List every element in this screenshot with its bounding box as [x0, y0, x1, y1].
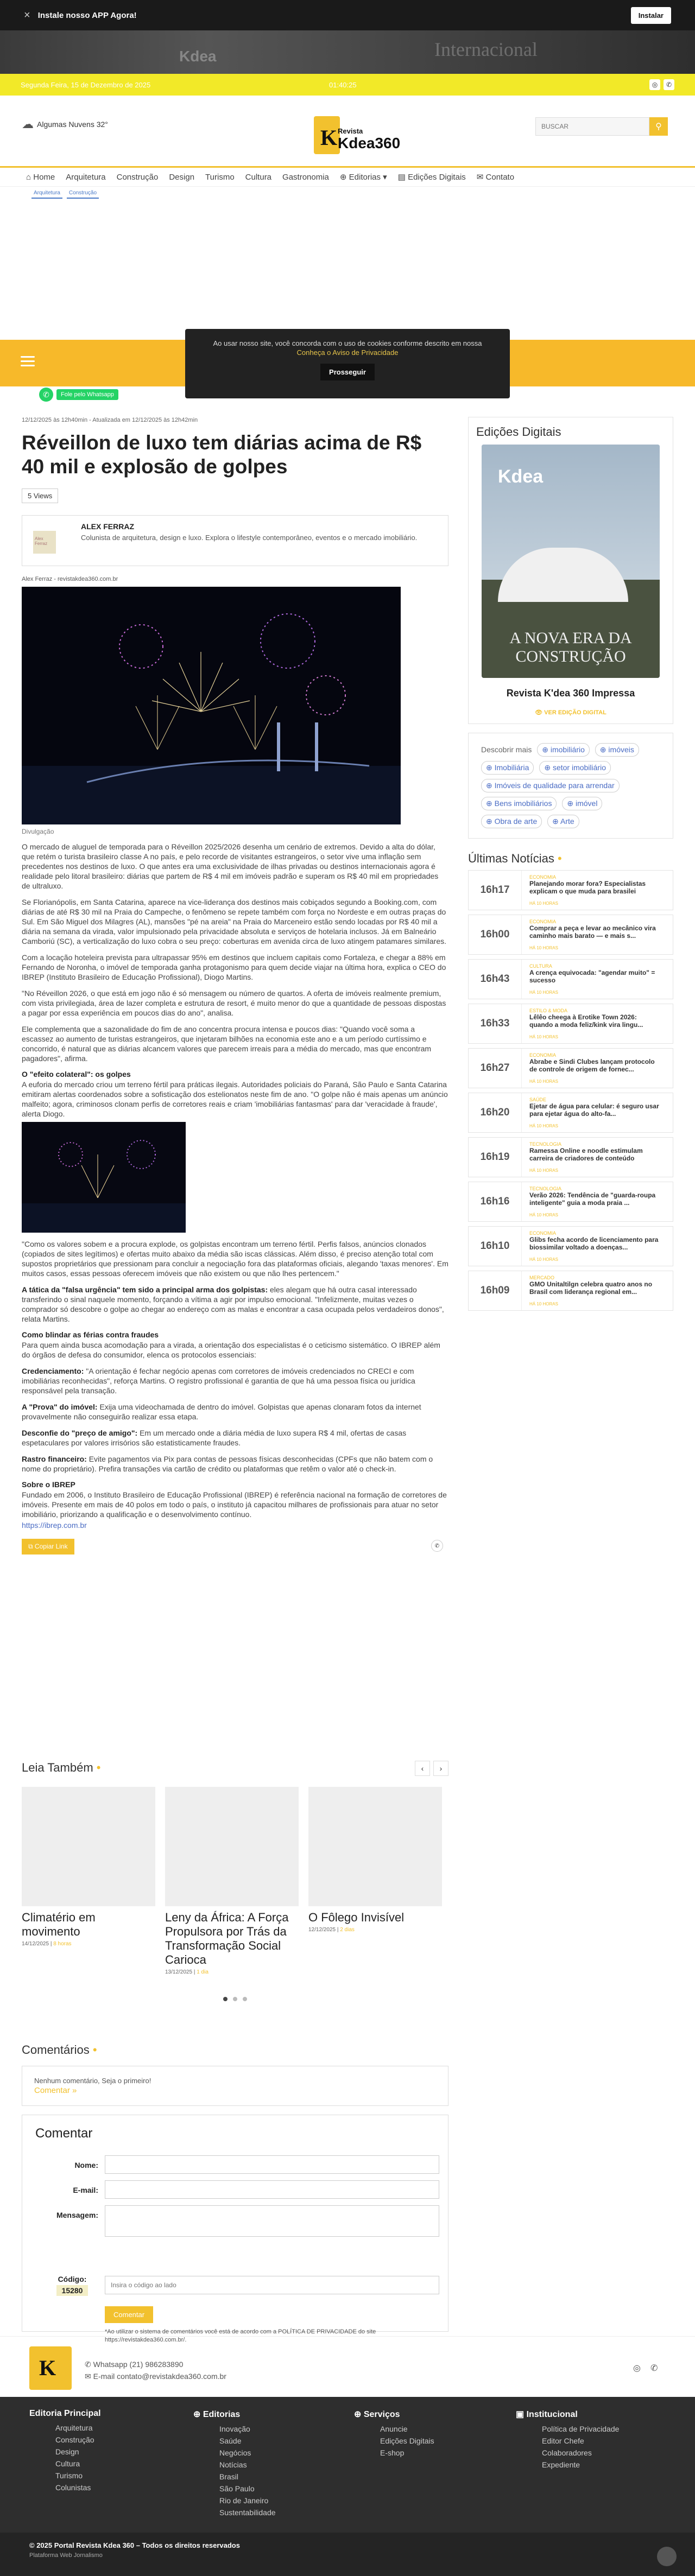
footer-link[interactable]: Cultura [55, 2459, 80, 2468]
article-paragraph: O mercado de aluguel de temporada para o Réveillon 2025/2026 desenha um cenário de extremos. Devido a alta do dólar, que retém o turista brasileiro classe A no país, e pelo recorde de visitantes estrangeiros, o setor vive uma inflação sem precedentes nos destinos de luxo. O que antes era uma exclusividade de ilhas privadas ou destinos internacionais agora é realidade pelo litoral brasileiro: diárias que partem de R$ 4 mil em imóveis padrão e superam os R$ 40 mil em propriedades de ultraluxo. [22, 842, 439, 890]
paragraph-text: eles alegam que há outra casal interessado transferindo o sinal naquele momento, forçando a vítima a agir por impulso emocional. "Infelizmente, muitas vezes o comprador só descobre o golpe ao chegar ao endereço com as malas e encontrar a casa ocupada pelos verdadeiros donos", relata Martins. [22, 1285, 444, 1323]
news-time: 16h17 [469, 871, 522, 910]
search-input[interactable] [535, 117, 649, 136]
paragraph-text: Exija uma videochamada de dentro do imóvel. Golpistas que apenas clonaram fotos da internet provavelmente não conseguirão realizar essa etapa. [22, 1403, 421, 1421]
email-text: E-mail contato@revistakdea360.com.br [93, 2372, 226, 2381]
news-category[interactable]: TECNOLOGIA [529, 1186, 562, 1191]
name-label: Nome: [74, 2161, 98, 2169]
ad-space [0, 206, 695, 340]
photo-caption: Divulgação [22, 828, 54, 835]
tags-label: Descobrir mais [481, 745, 532, 754]
article-paragraph: Ele complementa que a sazonalidade do fim de ano concentra procura intensa e poucos dias: "Quando você soma a escassez ao aumento de turistas estrangeiros, que injetaram bilhões na economia este ano e a um período curtíssimo e concorrido, é natural que as diárias alcancem valores que parecem irreais para a média do mercado, mas que encontram pagadores", afirma. [22, 1025, 432, 1063]
edition-name[interactable]: Revista K'dea 360 Impressa [506, 688, 635, 699]
footer-column-title [29, 2409, 101, 2419]
news-title[interactable]: Verão 2026: Tendência de "guarda-roupa inteligente" guia a moda praia ... [529, 1191, 656, 1207]
article-paragraph [22, 1285, 448, 1324]
footer-column-title: ▣ Institucional [516, 2410, 578, 2419]
card-title[interactable]: O Fôlego Invisível [308, 1911, 405, 1924]
instagram-icon[interactable]: ◎ [649, 79, 660, 90]
privacy-note: *Ao utilizar o sistema de comentários você está de acordo com a POLÍTICA DE PRIVACIDADE do site https://revistakdea360.com.br/. [105, 2328, 376, 2343]
sub-tab-construcao[interactable]: Construção [67, 190, 99, 199]
article-paragraph: Fundado em 2006, o Instituto Brasileiro de Educação Profissional (IBREP) é referência nacional na formação de corretores de imóveis. Presente em mais de 40 polos em todo o país, o instituto já capacitou milhares de profissionais para atuar no setor imobiliário, priorizando a qualificação e o desenvolvimento contínuo. [22, 1490, 447, 1519]
news-category[interactable]: SAÚDE [529, 1097, 547, 1102]
captcha-input[interactable] [105, 2276, 439, 2294]
footer-column [354, 2409, 434, 2459]
comments-section [22, 2043, 448, 2343]
tag-chip[interactable]: ⊕ setor imobiliário [539, 761, 611, 775]
article-paragraph: "No Réveillon 2026, o que está em jogo não é só mensagem ou número de quartos. A oferta de imóveis realmente premium, com vista privilegiada, área de lazer completa e estrutura de resort, é muito menor do que a quantidade de pessoas dispostas a pagar por essa experiência em poucos dias do ano", analisa. [22, 989, 446, 1017]
section-title: Edições Digitais [476, 425, 561, 439]
footer-link[interactable]: São Paulo [219, 2484, 255, 2493]
paragraph-text: Em um mercado onde a diária média de luxo supera R$ 4 mil, ofertas de casas espetaculares por valores irrisórios são estatisticamente fraudes. [22, 1429, 407, 1447]
news-ago: HÁ 10 HORAS [529, 1302, 558, 1306]
article-paragraph [22, 1428, 448, 1448]
news-title[interactable]: GMO Unitaltilgn celebra quatro anos no Brasil com liderança regional em... [529, 1280, 653, 1296]
carousel-dots [22, 1997, 448, 2001]
copyright: © 2025 Portal Revista Kdea 360 – Todos os direitos reservados [29, 2541, 240, 2549]
site-header [0, 96, 695, 166]
app-banner-title: Instale nosso APP Agora! [37, 10, 137, 20]
email-label: E-mail: [73, 2186, 98, 2194]
whatsapp-text: Whatsapp (21) 986283890 [93, 2360, 184, 2369]
section-title [22, 1761, 448, 1775]
chevron-right-icon[interactable]: › [433, 1761, 448, 1776]
news-item[interactable] [468, 870, 673, 910]
contact-info [85, 2358, 226, 2382]
date-text: 12/12/2025 | [308, 1927, 340, 1933]
footer-link[interactable]: Editor Chefe [542, 2437, 584, 2445]
news-time: 16h19 [469, 1138, 522, 1177]
tag-chip[interactable]: ⊕ Obra de arte [481, 815, 542, 828]
tag-label: Imobiliária [494, 763, 529, 772]
cover-logo: Kdea [498, 466, 544, 487]
paragraph-text: "A orientação é fechar negócio apenas com corretores de imóveis credenciados no CRECI e com imobiliárias reconhecidas", reforça Martins. O registro profissional é garantia de que há uma pessoa física ou jurídica responsável pela transação. [22, 1367, 415, 1395]
cookie-text: Ao usar nosso site, você concorda com o uso de cookies conforme descrito em nossa [213, 339, 482, 347]
date-text: 13/12/2025 | [165, 1969, 197, 1975]
news-title[interactable]: Ejetar de água para celular: é seguro usar para ejetar água do alto-fa... [529, 1102, 659, 1118]
article-meta: 12/12/2025 às 12h40min - Atualizada em 12/12/2025 às 12h42min [22, 417, 198, 423]
article-paragraph: Se Florianópolis, em Santa Catarina, aparece na vice-liderança dos destinos mais cobiçados segundo a Booking.com, com diárias de até R$ 30 mil na Praia do Campeche, o fenômeno se repete também com força no Nordeste e em outras praças do Sul. Em São Miguel dos Milagres (AL), mansões "pé na areia" na Praia do Marceneiro estão sendo locadas por R$ 40 mil a diária na semana da virada, valor impulsionado pela privacidade absoluta e serviços de hotelaria inclusos. Já em Balneário Camboriú (SC), a verticalização do luxo cobra o seu preço: coberturas em avenida circa de luxo atingem patamares similares. [22, 898, 447, 946]
news-time: 16h27 [469, 1049, 522, 1088]
tag-label: imóvel [575, 799, 598, 808]
fireworks-illustration [22, 587, 401, 824]
platform-credit: Plataforma Web Jornalismo [29, 2552, 103, 2559]
news-item[interactable] [468, 915, 673, 955]
news-time: 16h20 [469, 1093, 522, 1132]
related-card[interactable] [165, 1787, 299, 1975]
close-icon[interactable]: × [24, 9, 30, 21]
site-logo[interactable] [314, 116, 402, 154]
news-category[interactable]: TECNOLOGIA [529, 1141, 562, 1147]
article-paragraph: Com a locação hoteleira prevista para ultrapassar 95% em destinos que incluem capitais como Fortaleza, e chegar a 88% em Fernando de Noronha, o imóvel de temporada ganha protagonismo para quem decide viajar na última hora, explica o CEO do IBREP (Instituto Brasileiro de Educação Profissional), Diogo Martins. [22, 953, 446, 981]
magazine-cover[interactable] [482, 445, 660, 678]
card-image [165, 1787, 299, 1906]
footer-links [0, 2397, 695, 2533]
news-ago: HÁ 10 HORAS [529, 1213, 558, 1217]
news-ago: HÁ 10 HORAS [529, 1168, 558, 1173]
whatsapp-follow-label: Fole pelo Whatsapp [56, 389, 118, 400]
views-badge: 5 Views [22, 488, 58, 503]
banner-text: Internacional [434, 39, 538, 60]
footer-link[interactable]: Política de Privacidade [542, 2425, 620, 2433]
news-time: 16h00 [469, 915, 522, 954]
footer-link[interactable]: Anuncie [380, 2425, 408, 2433]
news-ago: HÁ 10 HORAS [529, 901, 558, 906]
comment-form [22, 2115, 448, 2343]
nav-item-contato[interactable]: ✉ Contato [476, 173, 515, 182]
logo-letter: K [39, 2356, 56, 2380]
footer-link[interactable]: Construção [55, 2435, 94, 2444]
news-category[interactable]: ECONOMIA [529, 919, 557, 924]
footer-column [29, 2409, 101, 2493]
card-image [308, 1787, 442, 1906]
news-category[interactable]: CULTURA [529, 963, 552, 969]
fireworks-photo [22, 587, 401, 824]
news-title[interactable]: Glibs fecha acordo de licenciamento para biossimilar voltado a doenças... [529, 1236, 659, 1251]
article-subheading: O "efeito colateral": os golpes [22, 1070, 131, 1078]
accept-cookies-button[interactable]: Prosseguir [320, 364, 375, 380]
footer-column [516, 2409, 619, 2471]
news-item[interactable] [468, 1271, 673, 1311]
related-articles [22, 1761, 448, 2001]
carousel-arrows [415, 1761, 448, 1776]
news-time: 16h43 [469, 960, 522, 999]
news-time: 16h33 [469, 1004, 522, 1043]
news-time: 16h09 [469, 1271, 522, 1310]
ago-text: 8 horas [53, 1941, 72, 1947]
tag-chip[interactable]: ⊕ Bens imobiliários [481, 797, 557, 810]
latest-news [468, 852, 673, 1311]
footer-link[interactable]: Colunistas [55, 2483, 91, 2492]
news-category[interactable]: MERCADO [529, 1275, 555, 1280]
article [22, 417, 448, 1555]
news-ago: HÁ 10 HORAS [529, 990, 558, 995]
footer-column-title-text: Institucional [526, 2410, 578, 2419]
section-title-text: Leia Também [22, 1761, 93, 1774]
nav-item-edicoes[interactable]: ▤ Edições Digitais [397, 173, 466, 182]
card-date [165, 1969, 299, 1975]
tag-chip[interactable]: ⊕ Imóveis de qualidade para arrendar [481, 779, 620, 792]
app-install-banner [0, 0, 695, 30]
news-ago: HÁ 10 HORAS [529, 1124, 558, 1128]
scroll-top-icon[interactable] [657, 2547, 677, 2566]
tag-label: imobiliário [550, 745, 585, 754]
card-title[interactable]: Leny da África: A Força Propulsora por Trás da Transformação Social Carioca [165, 1911, 289, 1966]
footer-link[interactable]: Colaboradores [542, 2448, 592, 2457]
article-paragraph [22, 1454, 448, 1474]
section-title [22, 2043, 448, 2057]
weather-widget [22, 117, 108, 131]
bold-lead: Desconfie do "preço de amigo": [22, 1429, 138, 1437]
bold-lead: Rastro financeiro: [22, 1455, 87, 1463]
article-paragraph [22, 1402, 448, 1422]
footer-email[interactable]: ✉ E-mail contato@revistakdea360.com.br [85, 2372, 226, 2381]
nav-label: Edições Digitais [408, 173, 466, 182]
news-ago: HÁ 10 HORAS [529, 946, 558, 950]
nav-item-cultura[interactable]: Cultura [245, 172, 272, 182]
footer-link[interactable]: Inovação [219, 2425, 250, 2433]
photo-credit: Alex Ferraz - revistakdea360.com.br [22, 576, 118, 582]
captcha-code [45, 2275, 99, 2296]
footer-column-title: ⊕ Serviços [354, 2410, 400, 2419]
footer-link[interactable]: Notícias [219, 2460, 247, 2469]
footer-bottom [0, 2533, 695, 2576]
tag-label: Bens imobiliários [494, 799, 552, 808]
dot-icon: • [96, 1761, 101, 1774]
article-subheading: Como blindar as férias contra fraudes [22, 1330, 159, 1339]
logo-letter: K [320, 125, 338, 150]
nav-item-design[interactable]: Design [169, 172, 195, 182]
sub-tab-arquitetura[interactable]: Arquitetura [31, 190, 62, 199]
banner-logo-text: Kdea [179, 48, 217, 65]
whatsapp-icon[interactable]: ✆ [650, 2364, 658, 2373]
date-text: 14/12/2025 | [22, 1941, 54, 1947]
author-bio: Colunista de arquitetura, design e luxo. Explora o lifestyle contemporâneo, eventos e o mercado imobiliário. [81, 534, 418, 542]
card-date [308, 1927, 442, 1933]
nav-item-editorias[interactable]: ⊕ Editorias ▾ [339, 173, 387, 182]
instagram-icon[interactable]: ◎ [633, 2364, 641, 2373]
card-title[interactable]: Climatério em movimento [22, 1911, 96, 1938]
footer-link[interactable]: Edições Digitais [380, 2437, 434, 2445]
news-title[interactable]: Ramessa Online e noodle estimulam carreira de criadores de conteúdo [529, 1147, 643, 1162]
news-category[interactable]: ECONOMIA [529, 1052, 557, 1058]
nav-label: Editorias [349, 173, 381, 182]
footer-link[interactable]: Arquitetura [55, 2423, 93, 2432]
footer-link[interactable]: Sustentabilidade [219, 2508, 276, 2517]
tag-label: Arte [560, 817, 574, 826]
news-title[interactable]: Lêlêo cheega à Erotike Town 2026: quando a moda feliz/kink vira lingu... [529, 1013, 643, 1029]
carousel-dot[interactable] [243, 1997, 247, 2001]
share-whatsapp-icon[interactable]: ✆ [431, 1540, 443, 1552]
news-item[interactable] [468, 1048, 673, 1088]
news-item[interactable] [468, 1137, 673, 1177]
article-subheading: Sobre o IBREP [22, 1480, 75, 1489]
news-time: 16h16 [469, 1182, 522, 1221]
footer-column-title: ⊕ Editorias [193, 2410, 241, 2419]
news-item[interactable] [468, 1093, 673, 1133]
footer-contacts [0, 2336, 695, 2397]
bold-lead: A "Prova" do imóvel: [22, 1403, 98, 1411]
article-paragraph: A euforia do mercado criou um terreno fértil para práticas ilegais. Autoridades policiais do Paraná, São Paulo e Santa Catarina emitiram alertas coordenados sobre a sofisticação dos estelionatos neste fim de ano. "O golpe não é mais apenas um anúncio malfeito; agora, criminosos clonam perfis de corretores reais e criam 'imobiliárias fantasmas' para dar 'veracidade à fraude', alerta Diogo. [22, 1080, 448, 1118]
news-category[interactable]: ESTILO & MODA [529, 1008, 568, 1013]
footer-link[interactable]: Brasil [219, 2472, 239, 2481]
news-time: 16h10 [469, 1227, 522, 1266]
article-paragraph: Para quem ainda busca acomodação para a virada, a orientação dos especialistas é o ceticismo sistemático. O IBREP além do órgãos de defesa do consumidor, elenca os protocolos essenciais: [22, 1341, 440, 1359]
current-date: Segunda Feira, 15 de Dezembro de 2025 [21, 80, 151, 89]
email-field[interactable] [105, 2180, 439, 2199]
news-ago: HÁ 10 HORAS [529, 1079, 558, 1084]
card-image [22, 1787, 155, 1906]
footer-link[interactable]: Saúde [219, 2437, 242, 2445]
cover-headline: A NOVA ERA DA CONSTRUÇÃO [509, 629, 632, 665]
nav-item-arquitetura[interactable]: Arquitetura [66, 172, 106, 182]
news-title[interactable]: A crença equivocada: "agendar muito" = sucesso [529, 969, 655, 984]
copy-link-button[interactable]: ⧉ Copiar Link [22, 1539, 74, 1555]
chevron-left-icon[interactable]: ‹ [415, 1761, 430, 1776]
no-comments-box [22, 2066, 448, 2106]
footer-logo[interactable] [29, 2346, 72, 2390]
news-item[interactable] [468, 959, 673, 999]
logo-name: Kdea360 [338, 135, 401, 151]
nav-sub-tabs [31, 190, 99, 199]
tag-label: setor imobiliário [552, 763, 606, 772]
footer-column-title-text: Editorias [203, 2410, 241, 2419]
nav-item-gastronomia[interactable]: Gastronomia [282, 172, 329, 182]
related-card[interactable] [308, 1787, 442, 1975]
search-icon[interactable]: ⚲ [649, 117, 668, 136]
news-category[interactable]: ECONOMIA [529, 1230, 557, 1236]
ago-text: 2 dias [340, 1927, 355, 1933]
footer-column-title-text: Editoria Principal [29, 2409, 101, 2418]
card-date [22, 1941, 155, 1947]
view-digital-edition-link[interactable]: 👁 VER EDIÇÃO DIGITAL [535, 709, 606, 716]
comment-link[interactable]: Comentar » [34, 2086, 77, 2095]
carousel-dot[interactable] [233, 1997, 237, 2001]
nav-item-construcao[interactable]: Construção [116, 172, 159, 182]
nav-item-turismo[interactable]: Turismo [205, 172, 235, 182]
author-avatar: Alex Ferraz [33, 531, 56, 554]
search-box [535, 117, 668, 136]
tag-chip[interactable]: ⊕ Arte [547, 815, 579, 828]
tag-chip[interactable]: ⊕ imóvel [562, 797, 602, 810]
section-title-text: Comentários [22, 2043, 90, 2057]
paragraph-text: Evite pagamentos via Pix para contas de pessoas físicas desconhecidas (CPFs que não batem com o nome do proprietário). Prefira transações via cartão de crédito ou plataformas que retêm o valor até o check-in. [22, 1455, 433, 1473]
sidebar [468, 417, 673, 1311]
fireworks-photo-small [22, 1122, 186, 1233]
submit-comment-button[interactable]: Comentar [105, 2306, 153, 2323]
news-ago: HÁ 10 HORAS [529, 1035, 558, 1039]
author-box [22, 515, 448, 566]
footer-link[interactable]: Turismo [55, 2471, 83, 2480]
news-item[interactable] [468, 1226, 673, 1266]
message-label: Mensagem: [56, 2211, 98, 2219]
news-title[interactable]: Abrabe e Sindi Clubes lançam protocolo de controle de origem de fornec... [529, 1058, 655, 1073]
article-headline: Réveillon de luxo tem diárias acima de R$ 40 mil e explosão de golpes [22, 432, 422, 478]
whatsapp-icon[interactable]: ✆ [664, 79, 674, 90]
tag-label: Imóveis de qualidade para arrendar [494, 781, 615, 790]
carousel-dot[interactable] [223, 1997, 228, 2001]
footer-column-title-text: Serviços [363, 2410, 400, 2419]
no-comments-text: Nenhum comentário, Seja o primeiro! [34, 2077, 151, 2085]
ibrep-link[interactable]: https://ibrep.com.br [22, 1521, 87, 1530]
news-title[interactable]: Comprar a peça e levar ao mecânico vira caminho mais barato — e mais s... [529, 924, 656, 940]
tag-chip[interactable]: ⊕ imóveis [595, 743, 639, 757]
dot-icon: • [92, 2043, 97, 2057]
footer-link[interactable]: Expediente [542, 2460, 580, 2469]
header-banner-image [0, 30, 695, 74]
section-title [468, 852, 673, 866]
tag-label: Obra de arte [494, 817, 538, 826]
message-field[interactable] [105, 2205, 439, 2237]
hamburger-menu-icon[interactable] [21, 356, 35, 367]
whatsapp-icon: ✆ [39, 388, 53, 402]
news-ago: HÁ 10 HORAS [529, 1257, 558, 1262]
code-value: 15280 [56, 2285, 89, 2296]
privacy-link[interactable]: Conheça o Aviso de Privacidade [296, 348, 399, 357]
news-list [468, 870, 673, 1311]
footer-link[interactable]: Negócios [219, 2448, 251, 2457]
link-label: VER EDIÇÃO DIGITAL [544, 709, 606, 716]
bold-lead: Credenciamento: [22, 1367, 84, 1375]
tag-chip[interactable]: ⊕ imobiliário [537, 743, 590, 757]
install-button[interactable]: Instalar [631, 7, 671, 24]
code-label: Código: [58, 2275, 87, 2283]
bold-lead: A tática da "falsa urgência" tem sido a principal arma dos golpistas: [22, 1285, 268, 1294]
tag-label: imóveis [608, 745, 634, 754]
footer-column [193, 2409, 276, 2518]
copy-link-label: Copiar Link [34, 1543, 68, 1550]
nav-item-home[interactable]: ⌂ Home [26, 172, 55, 182]
cookie-banner [185, 329, 510, 398]
article-paragraph [22, 1366, 448, 1395]
news-category[interactable]: ECONOMIA [529, 874, 557, 880]
social-links [633, 2363, 658, 2374]
related-cards [22, 1787, 448, 1975]
digital-editions-box [468, 417, 673, 724]
current-time: 01:40:25 [329, 80, 357, 89]
news-item[interactable] [468, 1182, 673, 1222]
weather-label: Algumas Nuvens 32° [37, 120, 108, 129]
main-nav [0, 166, 695, 187]
related-card[interactable] [22, 1787, 155, 1975]
top-info-bar [0, 74, 695, 96]
news-title[interactable]: Planejando morar fora? Especialistas explicam o que muda para brasilei [529, 880, 646, 895]
footer-link[interactable]: Rio de Janeiro [219, 2496, 269, 2505]
dot-icon: • [558, 852, 562, 865]
name-field[interactable] [105, 2155, 439, 2174]
form-title: Comentar [35, 2126, 93, 2141]
section-title-text: Últimas Notícias [468, 852, 554, 865]
whatsapp-follow[interactable] [39, 388, 118, 402]
fireworks-illustration [22, 1122, 186, 1233]
footer-whatsapp[interactable]: ✆ Whatsapp (21) 986283890 [85, 2360, 184, 2369]
logo-revista: Revista [338, 127, 363, 135]
author-name[interactable]: ALEX FERRAZ [81, 522, 134, 531]
news-item[interactable] [468, 1004, 673, 1044]
footer-link[interactable]: Design [55, 2447, 79, 2456]
ago-text: 1 dia [197, 1969, 208, 1975]
nav-label: Contato [485, 173, 515, 182]
cloud-icon: ☁ [22, 117, 34, 131]
article-paragraph: "Como os valores sobem e a procura explode, os golpistas encontram um terreno fértil. Perfis falsos, anúncios clonados (copiados de sites legítimos) e ofertas muito abaixo da média são iscas clássicas. Além disso, é preciso atenção total com supostos proprietários que pressionam para concluir a negociação fora das plataformas oficiais, alegando 'taxas menores'. Em muitos casos, essas pessoas oferecem imóveis que não existem ou que não lhes pertencem." [22, 1240, 448, 1278]
nav-label: Home [33, 172, 55, 182]
discover-tags [468, 733, 673, 839]
footer-link[interactable]: E-shop [380, 2448, 405, 2457]
tag-chip[interactable]: ⊕ Imobiliária [481, 761, 534, 775]
